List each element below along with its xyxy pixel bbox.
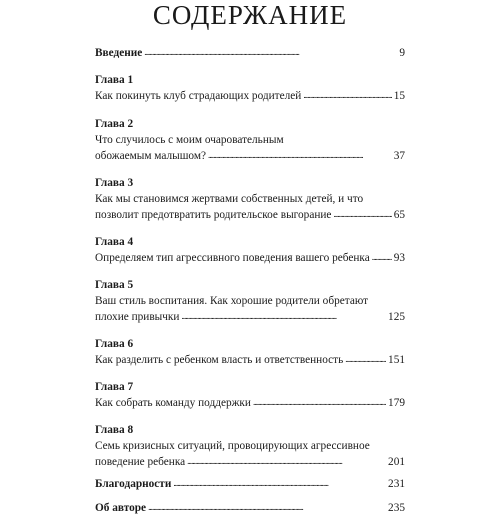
toc-entry-label: Благодарности	[95, 478, 172, 490]
toc-entry-chapter-1	[95, 73, 405, 104]
toc-line	[95, 88, 405, 104]
toc-entry-label: Введение	[95, 47, 143, 59]
chapter-heading: Глава 3	[95, 177, 134, 189]
toc-line	[95, 454, 405, 470]
page-title: СОДЕРЖАНИЕ	[152, 0, 348, 30]
chapter-heading: Глава 8	[95, 424, 134, 436]
chapter-title: Определяем тип агрессивного поведения вашего ребенка	[95, 252, 370, 264]
toc-entry-intro	[95, 45, 405, 61]
dot-leader	[303, 87, 391, 103]
dot-leader	[372, 249, 392, 265]
toc-entry-label: Об авторе	[95, 502, 147, 514]
toc-entry-acknowledgments	[95, 476, 405, 492]
table-of-contents	[95, 41, 405, 516]
toc-page-number: 65	[393, 209, 405, 221]
dot-leader	[148, 499, 386, 515]
toc-page-number: 151	[388, 354, 405, 366]
dot-leader	[345, 351, 386, 367]
chapter-heading: Глава 2	[95, 118, 134, 130]
dot-leader	[187, 453, 386, 469]
chapter-title: плохие привычки	[95, 311, 180, 323]
dot-leader	[253, 394, 386, 410]
toc-line	[95, 395, 405, 411]
chapter-heading: Глава 4	[95, 236, 134, 248]
toc-line	[95, 207, 405, 223]
toc-line	[95, 500, 405, 516]
chapter-title: Как собрать команду поддержки	[95, 397, 251, 409]
toc-page-number: 201	[388, 456, 405, 468]
chapter-title: обожаемым малышом?	[95, 150, 207, 162]
dot-leader	[181, 308, 386, 324]
toc-entry-chapter-8	[95, 423, 405, 470]
toc-line	[95, 476, 405, 492]
chapter-title: Как покинуть клуб страдающих родителей	[95, 90, 302, 102]
toc-entry-chapter-6	[95, 337, 405, 368]
toc-entry-chapter-2	[95, 117, 405, 164]
chapter-title: Как мы становимся жертвами собственных детей, и что	[95, 193, 364, 205]
chapter-heading: Глава 1	[95, 74, 134, 86]
toc-page-number: 93	[393, 252, 405, 264]
toc-page-number: 125	[388, 311, 405, 323]
toc-page-number: 15	[393, 90, 405, 102]
toc-line	[95, 45, 405, 61]
chapter-title: Как разделить с ребенком власть и ответственность	[95, 354, 344, 366]
toc-page-number: 9	[399, 47, 405, 59]
chapter-heading: Глава 5	[95, 279, 134, 291]
chapter-heading: Глава 6	[95, 338, 134, 350]
dot-leader	[144, 44, 397, 60]
toc-page-number: 231	[388, 478, 405, 490]
toc-entry-chapter-4	[95, 235, 405, 266]
chapter-heading: Глава 7	[95, 381, 134, 393]
chapter-title: Семь кризисных ситуаций, провоцирующих агрессивное	[95, 440, 370, 452]
toc-line	[95, 250, 405, 266]
toc-page-number: 235	[388, 502, 405, 514]
dot-leader	[173, 475, 386, 491]
toc-page-number: 37	[393, 150, 405, 162]
toc-page-number: 179	[388, 397, 405, 409]
dot-leader	[333, 206, 391, 222]
chapter-title: поведение ребенка	[95, 456, 186, 468]
dot-leader	[208, 147, 392, 163]
chapter-title: позволит предотвратить родительское выгорание	[95, 209, 332, 221]
chapter-title: Что случилось с моим очаровательным	[95, 134, 284, 146]
toc-line	[95, 148, 405, 164]
toc-entry-chapter-3	[95, 176, 405, 223]
toc-line	[95, 309, 405, 325]
toc-entry-chapter-7	[95, 380, 405, 411]
toc-line	[95, 352, 405, 368]
toc-entry-chapter-5	[95, 278, 405, 325]
toc-entry-about-author	[95, 500, 405, 516]
chapter-title: Ваш стиль воспитания. Как хорошие родители обретают	[95, 295, 369, 307]
